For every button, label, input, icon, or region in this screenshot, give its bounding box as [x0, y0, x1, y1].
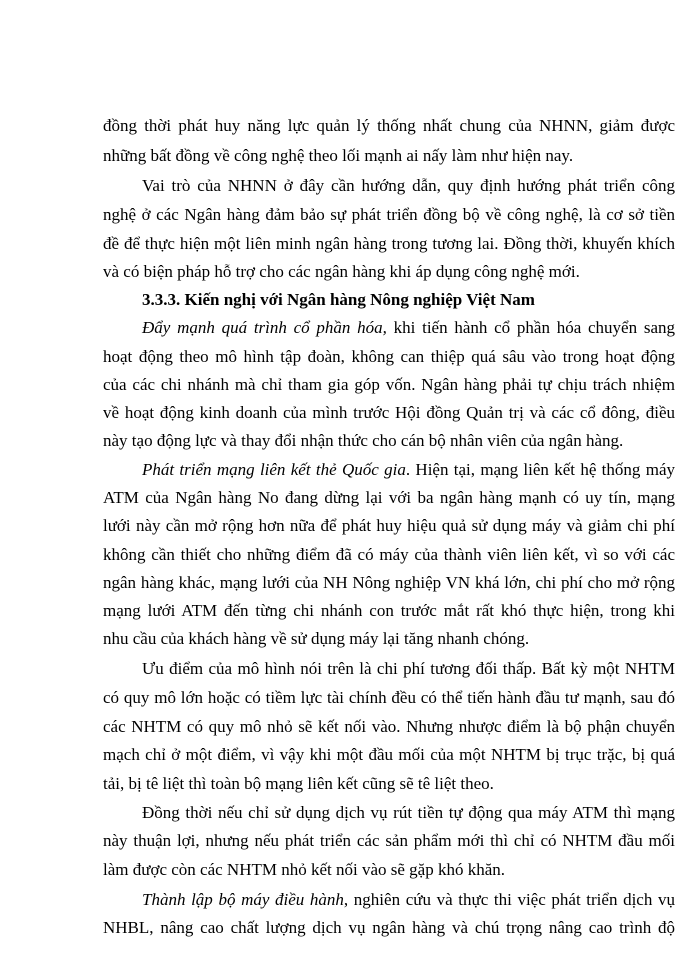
paragraph-line: của các chi nhánh mà chỉ tham gia góp vốn. Ngân hàng phải tự chịu trách nhiệm: [103, 375, 675, 394]
paragraph-line: lưới này cần mở rộng hơn nữa để phát huy hiệu quả sử dụng máy và giảm chi phí: [103, 516, 675, 535]
paragraph-line: tải, bị tê liệt thì toàn bộ mạng liên kết cũng sẽ tê liệt theo.: [103, 774, 494, 793]
paragraph-line: có quy mô lớn hoặc có tiềm lực tài chính đều có thể tiến hành đầu tư mạnh, sau đó: [103, 688, 675, 707]
paragraph-line: không cần thiết cho những điểm đã có máy của thành viên liên kết, vì so với các: [103, 545, 675, 564]
paragraph-line: mạch chỉ ở một điểm, vì vậy khi một đầu mối của một NHTM bị trục trặc, bị quá: [103, 745, 675, 764]
paragraph-line: [142, 888, 675, 912]
paragraph-line: các NHTM có quy mô nhỏ sẽ kết nối vào. Nhưng nhược điểm là bộ phận chuyển: [103, 717, 675, 736]
paragraph-line: [142, 316, 675, 340]
italic-phrase: Đẩy mạnh quá trình cổ phần hóa,: [142, 318, 387, 337]
paragraph-line: NHBL, nâng cao chất lượng dịch vụ ngân hàng và chú trọng nâng cao trình độ: [103, 918, 675, 937]
paragraph-line: Vai trò của NHNN ở đây cần hướng dẫn, quy định hướng phát triển công: [142, 176, 675, 195]
paragraph-line: này tạo động lực và thay đổi nhận thức cho cán bộ nhân viên của ngân hàng.: [103, 431, 624, 450]
paragraph-line: này thuận lợi, nhưng nếu phát triển các sản phẩm mới thì chỉ có NHTM đầu mối: [103, 831, 675, 850]
paragraph-line: đồng thời phát huy năng lực quản lý thống nhất chung của NHNN, giảm được: [103, 116, 675, 135]
paragraph-line: [142, 458, 675, 482]
paragraph-line: ngân hàng khác, mạng lưới của NH Nông nghiệp VN khá lớn, chi phí cho mở rộng: [103, 573, 675, 592]
paragraph-line: về hoạt động kinh doanh của mình trước Hội đồng Quản trị và các cổ đông, điều: [103, 403, 675, 422]
paragraph-line: Đồng thời nếu chỉ sử dụng dịch vụ rút tiền tự động qua máy ATM thì mạng: [142, 803, 675, 822]
paragraph-line: đề để thực hiện một liên minh ngân hàng trong tương lai. Đồng thời, khuyến khích: [103, 234, 675, 253]
paragraph-line: nghệ ở các Ngân hàng đảm bảo sự phát triển đồng bộ về công nghệ, là cơ sở tiền: [103, 205, 675, 224]
paragraph-line: Ưu điểm của mô hình nói trên là chi phí tương đối thấp. Bất kỳ một NHTM: [142, 659, 675, 678]
italic-phrase: Phát triển mạng liên kết thẻ Quốc gia: [142, 460, 406, 479]
paragraph-line: ATM của Ngân hàng No đang dừng lại với ba ngân hàng mạnh có uy tín, mạng: [103, 488, 675, 507]
italic-phrase: Thành lập bộ máy điều hành: [142, 890, 344, 909]
paragraph-text: . Hiện tại, mạng liên kết hệ thống máy: [405, 460, 675, 479]
paragraph-line: những bất đồng về công nghệ theo lối mạnh ai nấy làm như hiện nay.: [103, 146, 574, 165]
paragraph-line: làm được còn các NHTM nhỏ kết nối vào sẽ gặp khó khăn.: [103, 860, 506, 879]
paragraph-line: mạng lưới ATM đến từng chi nhánh con trước mắt rất khó thực hiện, trong khi: [103, 601, 675, 620]
paragraph-text: khi tiến hành cổ phần hóa chuyển sang: [386, 318, 675, 337]
paragraph-line: và có biện pháp hỗ trợ cho các ngân hàng khi áp dụng công nghệ mới.: [103, 262, 580, 281]
section-heading: 3.3.3. Kiến nghị với Ngân hàng Nông nghiệp Việt Nam: [142, 290, 535, 309]
paragraph-text: , nghiên cứu và thực thi việc phát triển dịch vụ: [343, 890, 675, 909]
paragraph-line: hoạt động theo mô hình tập đoàn, không can thiệp quá sâu vào trong hoạt động: [103, 347, 675, 366]
paragraph-line: nhu cầu của khách hàng về sử dụng máy lại tăng nhanh chóng.: [103, 629, 530, 648]
